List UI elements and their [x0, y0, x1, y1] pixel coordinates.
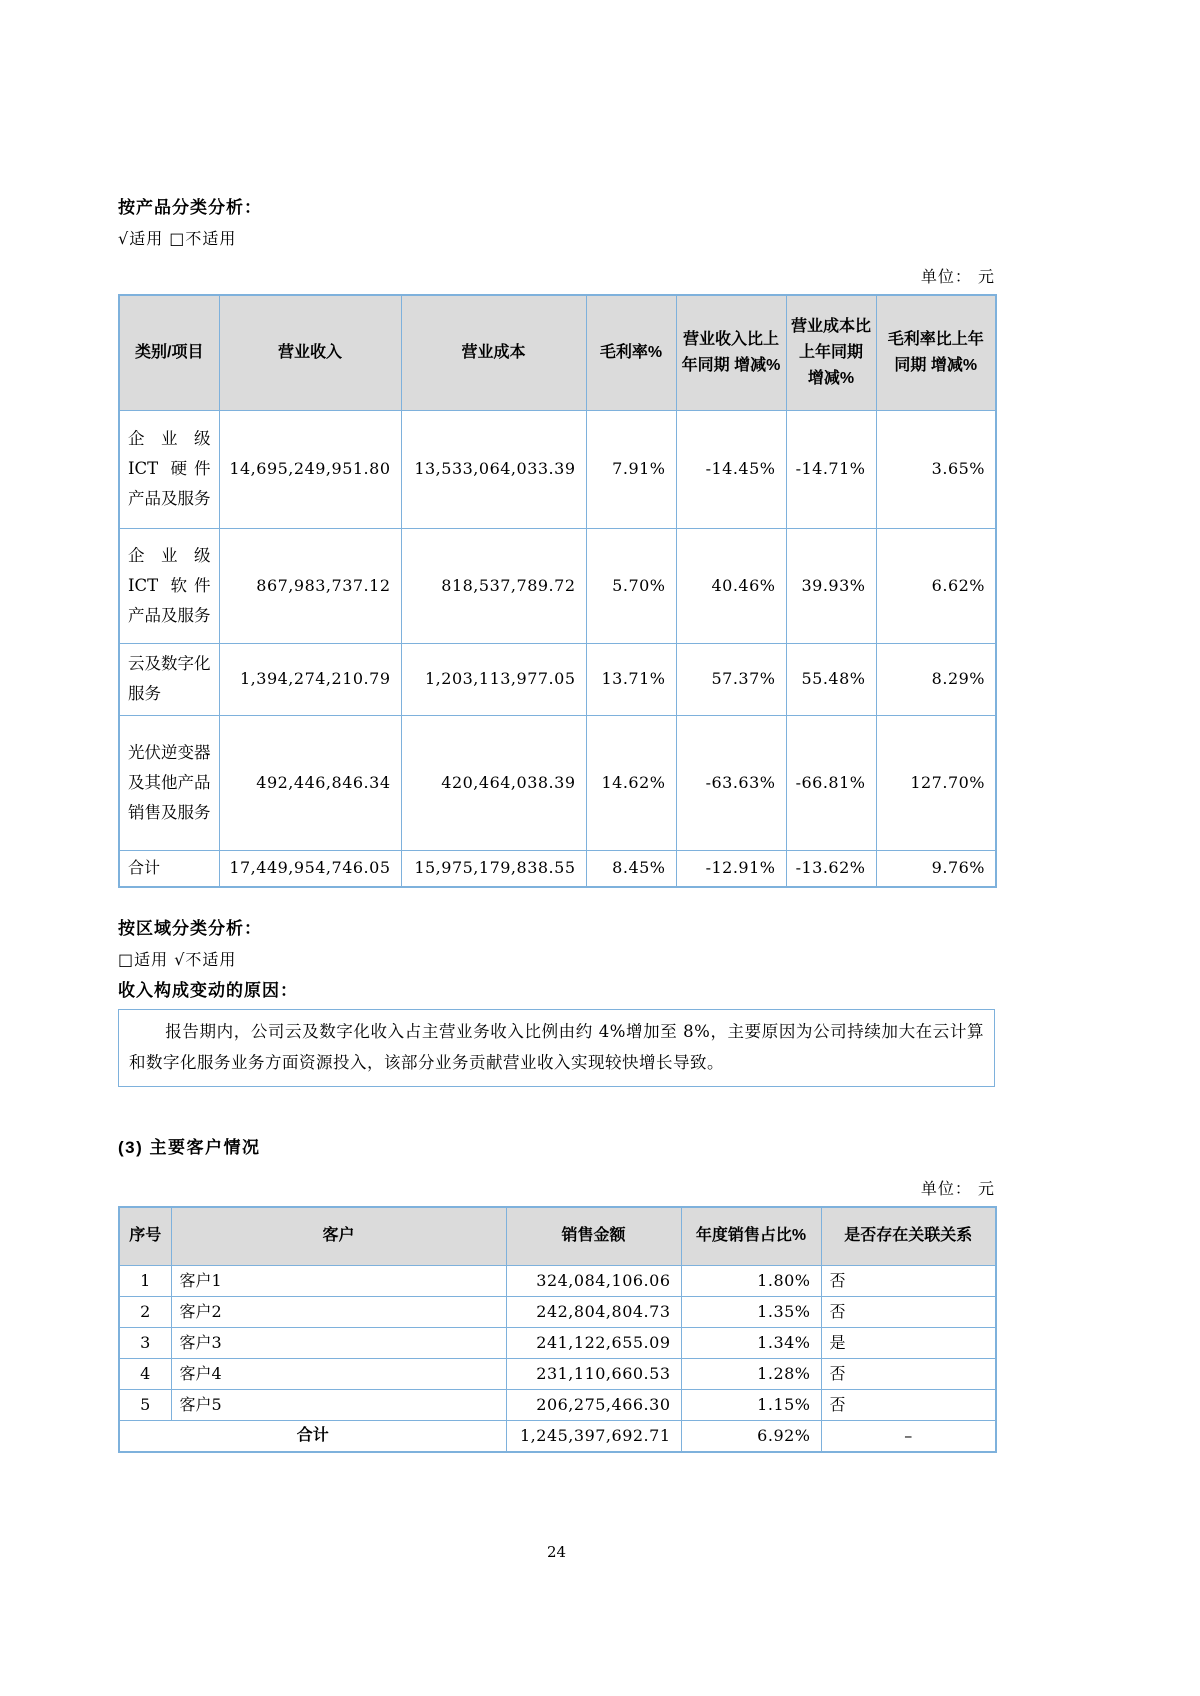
page-number: 24 — [546, 1543, 567, 1561]
cell-cost-yoy: 55.48% — [786, 643, 876, 715]
revenue-change-reason-text: 报告期内，公司云及数字化收入占主营业务收入比例由约 4%增加至 8%，主要原因为公司持续加大在云计算和数字化服务业务方面资源投入，该部分业务贡献营业收入实现较快增长导致。 — [129, 1022, 984, 1072]
cell-cost: 13,533,064,033.39 — [401, 410, 586, 528]
cell-related-total: – — [821, 1420, 996, 1452]
table-row — [119, 1327, 996, 1358]
revenue-change-reason-box — [118, 1009, 995, 1087]
product-table-header-row — [119, 295, 996, 410]
cell-related: 否 — [821, 1265, 996, 1296]
cell-related: 否 — [821, 1389, 996, 1420]
cell-ratio: 1.35% — [681, 1296, 821, 1327]
cell-cost-yoy: 39.93% — [786, 528, 876, 643]
product-table-total-row — [119, 850, 996, 887]
table-row — [119, 1296, 996, 1327]
section-title-major-customers: (3) 主要客户情况 — [118, 1138, 261, 1157]
cell-no: 5 — [119, 1389, 171, 1420]
col-header-revenue-yoy: 营业收入比上年同期 增减% — [676, 295, 786, 410]
cell-margin: 7.91% — [586, 410, 676, 528]
col-header-cost: 营业成本 — [401, 295, 586, 410]
cell-margin: 13.71% — [586, 643, 676, 715]
cell-cost-total: 15,975,179,838.55 — [401, 850, 586, 887]
cell-margin: 14.62% — [586, 715, 676, 850]
cell-customer: 客户3 — [171, 1327, 506, 1358]
customer-table-header-row — [119, 1207, 996, 1265]
col-header-revenue: 营业收入 — [219, 295, 401, 410]
cell-margin-yoy: 6.62% — [876, 528, 996, 643]
cell-total-label: 合计 — [119, 1420, 506, 1452]
cell-revenue-total: 17,449,954,746.05 — [219, 850, 401, 887]
cell-no: 4 — [119, 1358, 171, 1389]
cell-no: 1 — [119, 1265, 171, 1296]
cell-revenue-yoy: -14.45% — [676, 410, 786, 528]
customer-table-total-row — [119, 1420, 996, 1452]
unit-label-customer-table: 单位： 元 — [920, 1179, 995, 1198]
table-row — [119, 1265, 996, 1296]
cell-related: 是 — [821, 1327, 996, 1358]
col-header-no: 序号 — [119, 1207, 171, 1265]
cell-revenue-yoy-total: -12.91% — [676, 850, 786, 887]
cell-category: 企 业 级 ICT 软件 产品及服务 — [119, 528, 219, 643]
cell-related: 否 — [821, 1296, 996, 1327]
cell-amount: 242,804,804.73 — [506, 1296, 681, 1327]
cell-margin-yoy: 127.70% — [876, 715, 996, 850]
table-row — [119, 528, 996, 643]
cell-revenue-yoy: 40.46% — [676, 528, 786, 643]
region-applicability-line: □适用 √不适用 — [118, 950, 237, 969]
cell-cost: 818,537,789.72 — [401, 528, 586, 643]
table-row — [119, 410, 996, 528]
cell-customer: 客户4 — [171, 1358, 506, 1389]
cell-revenue-yoy: 57.37% — [676, 643, 786, 715]
cell-cost: 1,203,113,977.05 — [401, 643, 586, 715]
cell-ratio: 1.34% — [681, 1327, 821, 1358]
product-applicability-line: √适用 □不适用 — [118, 229, 237, 248]
cell-customer: 客户5 — [171, 1389, 506, 1420]
col-header-related: 是否存在关联关系 — [821, 1207, 996, 1265]
cell-cost: 420,464,038.39 — [401, 715, 586, 850]
col-header-amount: 销售金额 — [506, 1207, 681, 1265]
cell-cost-yoy: -66.81% — [786, 715, 876, 850]
table-row — [119, 643, 996, 715]
col-header-customer: 客户 — [171, 1207, 506, 1265]
table-row — [119, 1389, 996, 1420]
cell-amount: 241,122,655.09 — [506, 1327, 681, 1358]
product-category-table — [118, 294, 997, 888]
cell-category: 云及数字化服务 — [119, 643, 219, 715]
document-content — [118, 196, 995, 1453]
cell-amount: 324,084,106.06 — [506, 1265, 681, 1296]
section-title-revenue-change: 收入构成变动的原因： — [118, 981, 298, 1000]
col-header-margin: 毛利率% — [586, 295, 676, 410]
section-title-product-analysis: 按产品分类分析： — [118, 198, 262, 217]
col-header-ratio: 年度销售占比% — [681, 1207, 821, 1265]
cell-revenue: 14,695,249,951.80 — [219, 410, 401, 528]
table-row — [119, 1358, 996, 1389]
cell-margin-yoy-total: 9.76% — [876, 850, 996, 887]
cell-total-label: 合计 — [119, 850, 219, 887]
cell-margin-yoy: 8.29% — [876, 643, 996, 715]
cell-no: 2 — [119, 1296, 171, 1327]
cell-margin-total: 8.45% — [586, 850, 676, 887]
cell-ratio: 1.28% — [681, 1358, 821, 1389]
cell-ratio: 1.80% — [681, 1265, 821, 1296]
cell-amount: 231,110,660.53 — [506, 1358, 681, 1389]
cell-customer: 客户1 — [171, 1265, 506, 1296]
unit-label-product-table: 单位： 元 — [920, 267, 995, 286]
section-title-region-analysis: 按区域分类分析： — [118, 919, 262, 938]
cell-margin-yoy: 3.65% — [876, 410, 996, 528]
col-header-margin-yoy: 毛利率比上年同期 增减% — [876, 295, 996, 410]
cell-revenue: 1,394,274,210.79 — [219, 643, 401, 715]
cell-amount: 206,275,466.30 — [506, 1389, 681, 1420]
cell-revenue: 867,983,737.12 — [219, 528, 401, 643]
cell-margin: 5.70% — [586, 528, 676, 643]
cell-ratio: 1.15% — [681, 1389, 821, 1420]
cell-related: 否 — [821, 1358, 996, 1389]
major-customers-table — [118, 1206, 997, 1453]
table-row — [119, 715, 996, 850]
cell-cost-yoy-total: -13.62% — [786, 850, 876, 887]
cell-category: 企 业 级 ICT 硬件 产品及服务 — [119, 410, 219, 528]
col-header-category: 类别/项目 — [119, 295, 219, 410]
cell-customer: 客户2 — [171, 1296, 506, 1327]
cell-cost-yoy: -14.71% — [786, 410, 876, 528]
cell-ratio-total: 6.92% — [681, 1420, 821, 1452]
col-header-cost-yoy: 营业成本比上年同期 增减% — [786, 295, 876, 410]
cell-no: 3 — [119, 1327, 171, 1358]
cell-revenue: 492,446,846.34 — [219, 715, 401, 850]
cell-revenue-yoy: -63.63% — [676, 715, 786, 850]
cell-amount-total: 1,245,397,692.71 — [506, 1420, 681, 1452]
cell-category: 光伏逆变器及其他产品销售及服务 — [119, 715, 219, 850]
